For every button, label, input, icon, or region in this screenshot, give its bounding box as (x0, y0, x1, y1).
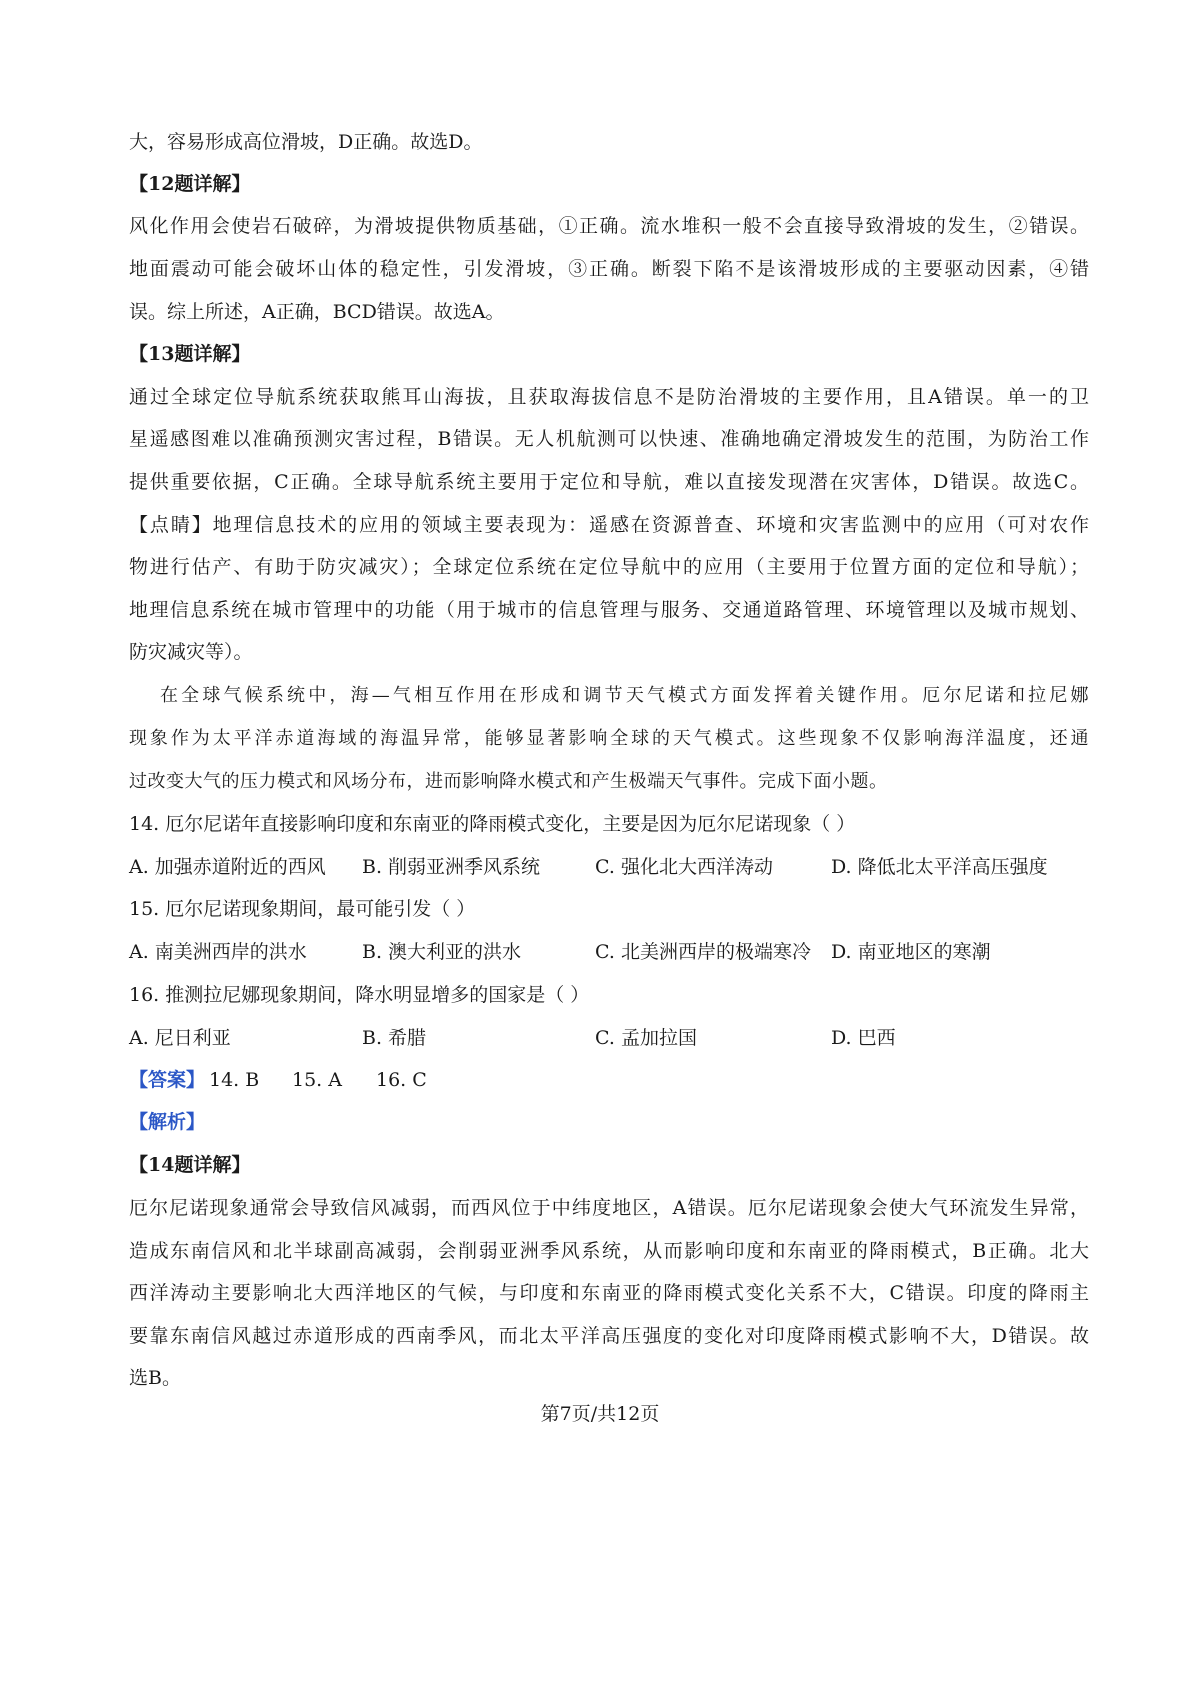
passage-line: 在全球气候系统中，海—气相互作用在形成和调节天气模式方面发挥着关键作用。厄尔尼诺和拉尼娜 (160, 685, 1089, 706)
text-line: 地面震动可能会破坏山体的稳定性，引发滑坡，③正确。断裂下陷不是该滑坡形成的主要驱动因素，④错 (129, 258, 1089, 280)
text-line: 星遥感图难以准确预测灾害过程，B错误。无人机航测可以快速、准确地确定滑坡发生的范围，为防治工作 (129, 428, 1089, 450)
text-line: 通过全球定位导航系统获取熊耳山海拔，且获取海拔信息不是防治滑坡的主要作用，且A错误。单一的卫 (129, 386, 1089, 408)
option-16-c: C. 孟加拉国 (595, 1027, 697, 1049)
question-14: 14. 厄尔尼诺年直接影响印度和东南亚的降雨模式变化，主要是因为厄尔尼诺现象（ ） (129, 813, 856, 835)
answer-14: 14. B (209, 1069, 260, 1091)
option-16-a: A. 尼日利亚 (129, 1027, 231, 1049)
text-line: 提供重要依据，C正确。全球导航系统主要用于定位和导航，难以直接发现潜在灾害体，D错误。故选C。 (129, 471, 1089, 493)
text-line: 大，容易形成高位滑坡，D正确。故选D。 (129, 131, 483, 153)
option-16-d: D. 巴西 (831, 1027, 896, 1049)
text-line: 风化作用会使岩石破碎，为滑坡提供物质基础，①正确。流水堆积一般不会直接导致滑坡的发生，②错误。 (129, 215, 1089, 237)
question-16: 16. 推测拉尼娜现象期间，降水明显增多的国家是（ ） (129, 984, 590, 1006)
text-line: 西洋涛动主要影响北大西洋地区的气候，与印度和东南亚的降雨模式变化关系不大，C错误。印度的降雨主 (129, 1282, 1089, 1304)
text-line: 防灾减灾等）。 (129, 641, 253, 663)
text-line: 造成东南信风和北半球副高减弱，会削弱亚洲季风系统，从而影响印度和东南亚的降雨模式，B正确。北大 (129, 1240, 1089, 1262)
section-heading-13: 【13题详解】 (129, 343, 251, 365)
option-14-a: A. 加强赤道附近的西风 (129, 856, 326, 878)
option-14-c: C. 强化北大西洋涛动 (595, 856, 773, 878)
option-15-c: C. 北美洲西岸的极端寒冷 (595, 941, 811, 963)
passage-line: 过改变大气的压力模式和风场分布，进而影响降水模式和产生极端天气事件。完成下面小题。 (129, 771, 888, 792)
section-heading-12: 【12题详解】 (129, 173, 251, 195)
passage-line: 现象作为太平洋赤道海域的海温异常，能够显著影响全球的天气模式。这些现象不仅影响海洋温度，还通 (129, 728, 1089, 749)
tip-line: 【点睛】地理信息技术的应用的领域主要表现为：遥感在资源普查、环境和灾害监测中的应用（可对农作 (129, 514, 1089, 536)
page-number: 第7页/共12页 (540, 1403, 660, 1425)
text-line: 厄尔尼诺现象通常会导致信风减弱，而西风位于中纬度地区，A错误。厄尔尼诺现象会使大气环流发生异常， (129, 1197, 1089, 1219)
option-14-b: B. 削弱亚洲季风系统 (362, 856, 541, 878)
option-15-a: A. 南美洲西岸的洪水 (129, 941, 307, 963)
text-line: 地理信息系统在城市管理中的功能（用于城市的信息管理与服务、交通道路管理、环境管理以及城市规划、 (129, 599, 1089, 621)
answer-16: 16. C (376, 1069, 427, 1091)
section-heading-14: 【14题详解】 (129, 1154, 251, 1176)
answer-label: 【答案】 (129, 1069, 206, 1091)
text-line: 选B。 (129, 1367, 181, 1389)
option-16-b: B. 希腊 (362, 1027, 427, 1049)
option-15-d: D. 南亚地区的寒潮 (831, 941, 991, 963)
question-15: 15. 厄尔尼诺现象期间，最可能引发（ ） (129, 898, 476, 920)
text-line: 要靠东南信风越过赤道形成的西南季风，而北太平洋高压强度的变化对印度降雨模式影响不大，D错误。故 (129, 1325, 1089, 1347)
analysis-label: 【解析】 (129, 1111, 206, 1133)
answer-15: 15. A (292, 1069, 342, 1091)
text-line: 误。综上所述，A正确，BCD错误。故选A。 (129, 301, 505, 323)
text-line: 物进行估产、有助于防灾减灾）；全球定位系统在定位导航中的应用（主要用于位置方面的定位和导航）； (129, 556, 1089, 578)
option-14-d: D. 降低北太平洋高压强度 (831, 856, 1048, 878)
option-15-b: B. 澳大利亚的洪水 (362, 941, 522, 963)
